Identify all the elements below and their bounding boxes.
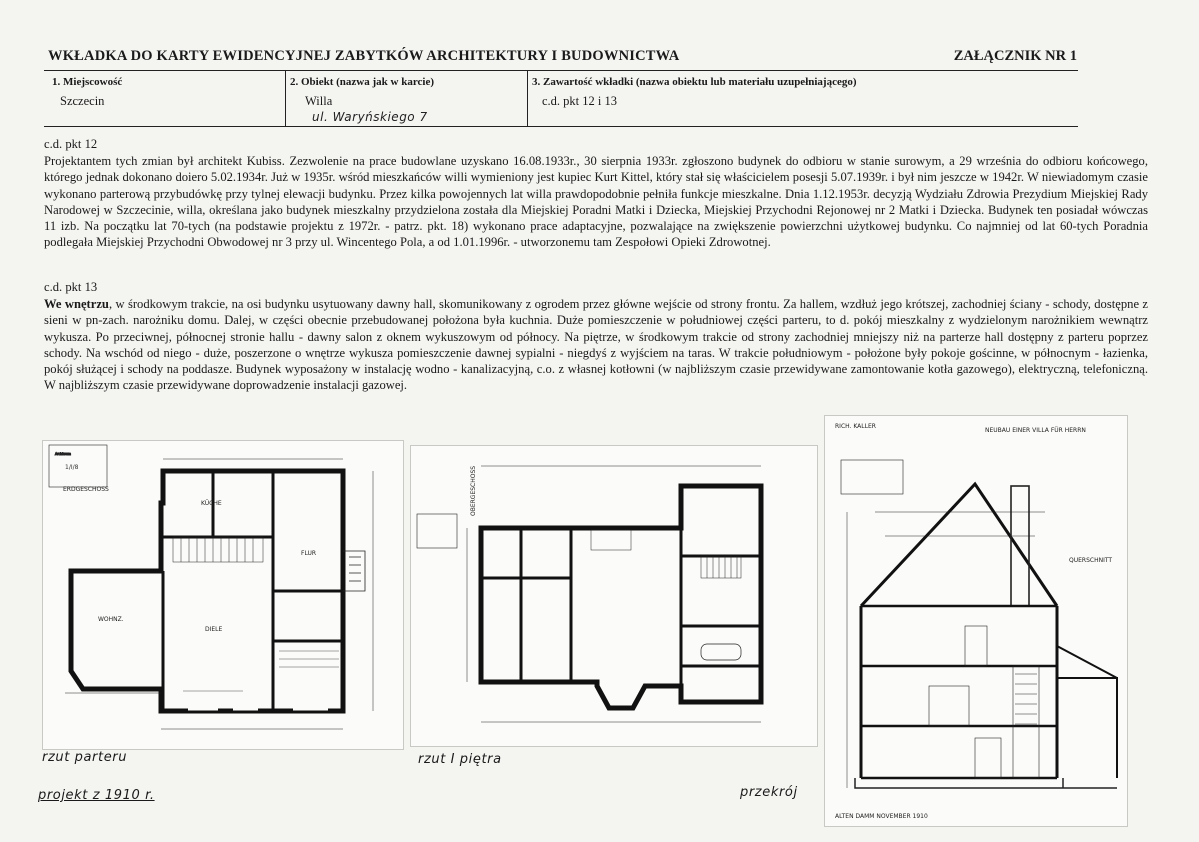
room-wohnz: WOHNZ. xyxy=(98,616,124,623)
content-label: 3. Zawartość wkładki (nazwa obiektu lub materiału uzupełniającego) xyxy=(532,76,857,88)
upper-floor-caption: rzut I piętra xyxy=(418,752,502,767)
drawing-project-title: NEUBAU EINER VILLA FÜR HERRN xyxy=(985,427,1086,434)
room-flur: FLUR xyxy=(301,550,317,557)
content-value: c.d. pkt 12 i 13 xyxy=(542,94,617,108)
object-address: ul. Waryńskiego 7 xyxy=(312,110,428,124)
stamp-value: 1/I/8 xyxy=(65,464,79,471)
document-title: WKŁADKA DO KARTY EWIDENCYJNEJ ZABYTKÓW ARCHITEKTURY I BUDOWNICTWA xyxy=(48,48,680,64)
section-caption: przekrój xyxy=(740,785,798,800)
svg-text:Archiwum: Archiwum xyxy=(55,452,71,456)
ground-floor-label: ERDGESCHOSS xyxy=(63,486,109,493)
upper-floor-plan xyxy=(410,445,818,747)
field-divider xyxy=(285,71,286,126)
annex-number: ZAŁĄCZNIK NR 1 xyxy=(953,48,1077,64)
stamp-box xyxy=(841,460,903,494)
location-label: 1. Miejscowość xyxy=(52,76,123,88)
ground-floor-plan xyxy=(42,440,404,750)
section-label: QUERSCHNITT xyxy=(1069,557,1113,564)
drawing-date: ALTEN DAMM NOVEMBER 1910 xyxy=(835,813,928,820)
location-value: Szczecin xyxy=(60,94,105,108)
project-year-caption: projekt z 1910 r. xyxy=(38,788,155,803)
section-12-heading: c.d. pkt 12 xyxy=(44,137,98,151)
upper-floor-label: OBERGESCHOSS xyxy=(470,465,477,516)
header-rule xyxy=(44,70,1078,71)
ground-floor-drawing xyxy=(43,441,403,749)
section-13-body: , w środkowym trakcie, na osi budynku usytuowany dawny hall, skomunikowany z ogrodem przez główne wejście od strony frontu. Za hallem, wzdłuż jego krótszej, zachodniej ściany - schody, dostępne z sieni w pn-zach. narożniku domu. Dalej, w części obecnie przebudowanej położona była kuchnia. Duże pomieszczenie w południowej części parteru, to d. pokój mieszkalny z wydzielonym narożnikiem wewnątrz wykusza. Po przeciwnej, północnej stronie hallu - dawny salon z oknem wykuszowym od północy. Na piętrze, w środkowym trakcie od strony zachodniej mniejszy niż na parterze hall dostępny z parteru poprzez schody. Na wschód od niego - duże, poszerzone o wnętrze wykusza pomieszczenie dawnej sypialni - niegdyś z wyjściem na taras. W trakcie południowym - położone były pokoje gościnne, w północnym - łazienka, pokój służącej i schody na poddasze. Budynek wyposażony w instalację wodno - kanalizacyjną, c.o. z własnej kotłowni (w najbliższym czasie przewidywane zamontowanie kotła gazowego), elektryczną, telefoniczną. W najbliższym czasie przewidywane doprowadzenie instalacji gazowej. xyxy=(44,297,1149,393)
fields-rule xyxy=(44,126,1078,127)
upper-floor-drawing xyxy=(411,446,817,746)
section-12-text: Projektantem tych zmian był architekt Kubiss. Zezwolenie na prace budowlane uzyskano 16.08.1933r., 30 sierpnia 1933r. zgłoszono budynek do odbioru w stanie surowym, a 29 września do odbioru końcowego, którego jednak dokonano doiero 5.02.1934r. Już w 1935r. wśród mieszkańców willi wymieniony jest kupiec Kurt Kittel, który stał się właścicielem posesji 5.07.1939r. i był nim jeszcze w 1942r. W niewiadomym czasie wykonano parterową przybudówkę przy tylnej elewacji budynku. Przez kilka powojennych lat willa prawdopodobnie pełniła funkcje mieszkalne. Dnia 1.12.1953r. decyzją Wydziału Zdrowia Prezydium Miejskiej Rady Narodowej w Szczecinie, willa, określana jako budynek mieszkalny przydzielona została dla Miejskiej Poradni Matki i Dziecka, Miejskiej Przychodni Rejonowej nr 2 Matki i Dziecka. Budynek ten posiadał wówczas 11 izb. Na początku lat 70-tych (na podstawie projektu z 1972r. - patrz. pkt. 18) wykonano prace adaptacyjne, pozwalające na zwiększenie powierzchni użytkowej budynku. Co najmniej od lat 60-tych Poradnia podlegała Miejskiej Przychodni Obwodowej nr 3 przy ul. Wincentego Pola, a od 1.01.1996r. - utworzonemu tam Zespołowi Opieki Zdrowotnej. xyxy=(44,154,1148,250)
room-kuche: KÜCHE xyxy=(201,500,222,507)
field-divider xyxy=(527,71,528,126)
section-drawing-svg xyxy=(825,416,1127,826)
stamp-box xyxy=(417,514,457,548)
architect-name: RICH. KALLER xyxy=(835,423,876,430)
section-13-lead: We wnętrzu xyxy=(44,297,109,311)
object-label: 2. Obiekt (nazwa jak w karcie) xyxy=(290,76,435,88)
section-13-heading: c.d. pkt 13 xyxy=(44,280,98,294)
room-diele: DIELE xyxy=(205,626,223,633)
section-13-text xyxy=(44,296,1148,394)
object-value: Willa xyxy=(305,94,333,108)
ground-floor-caption: rzut parteru xyxy=(42,750,128,765)
section-drawing xyxy=(824,415,1128,827)
